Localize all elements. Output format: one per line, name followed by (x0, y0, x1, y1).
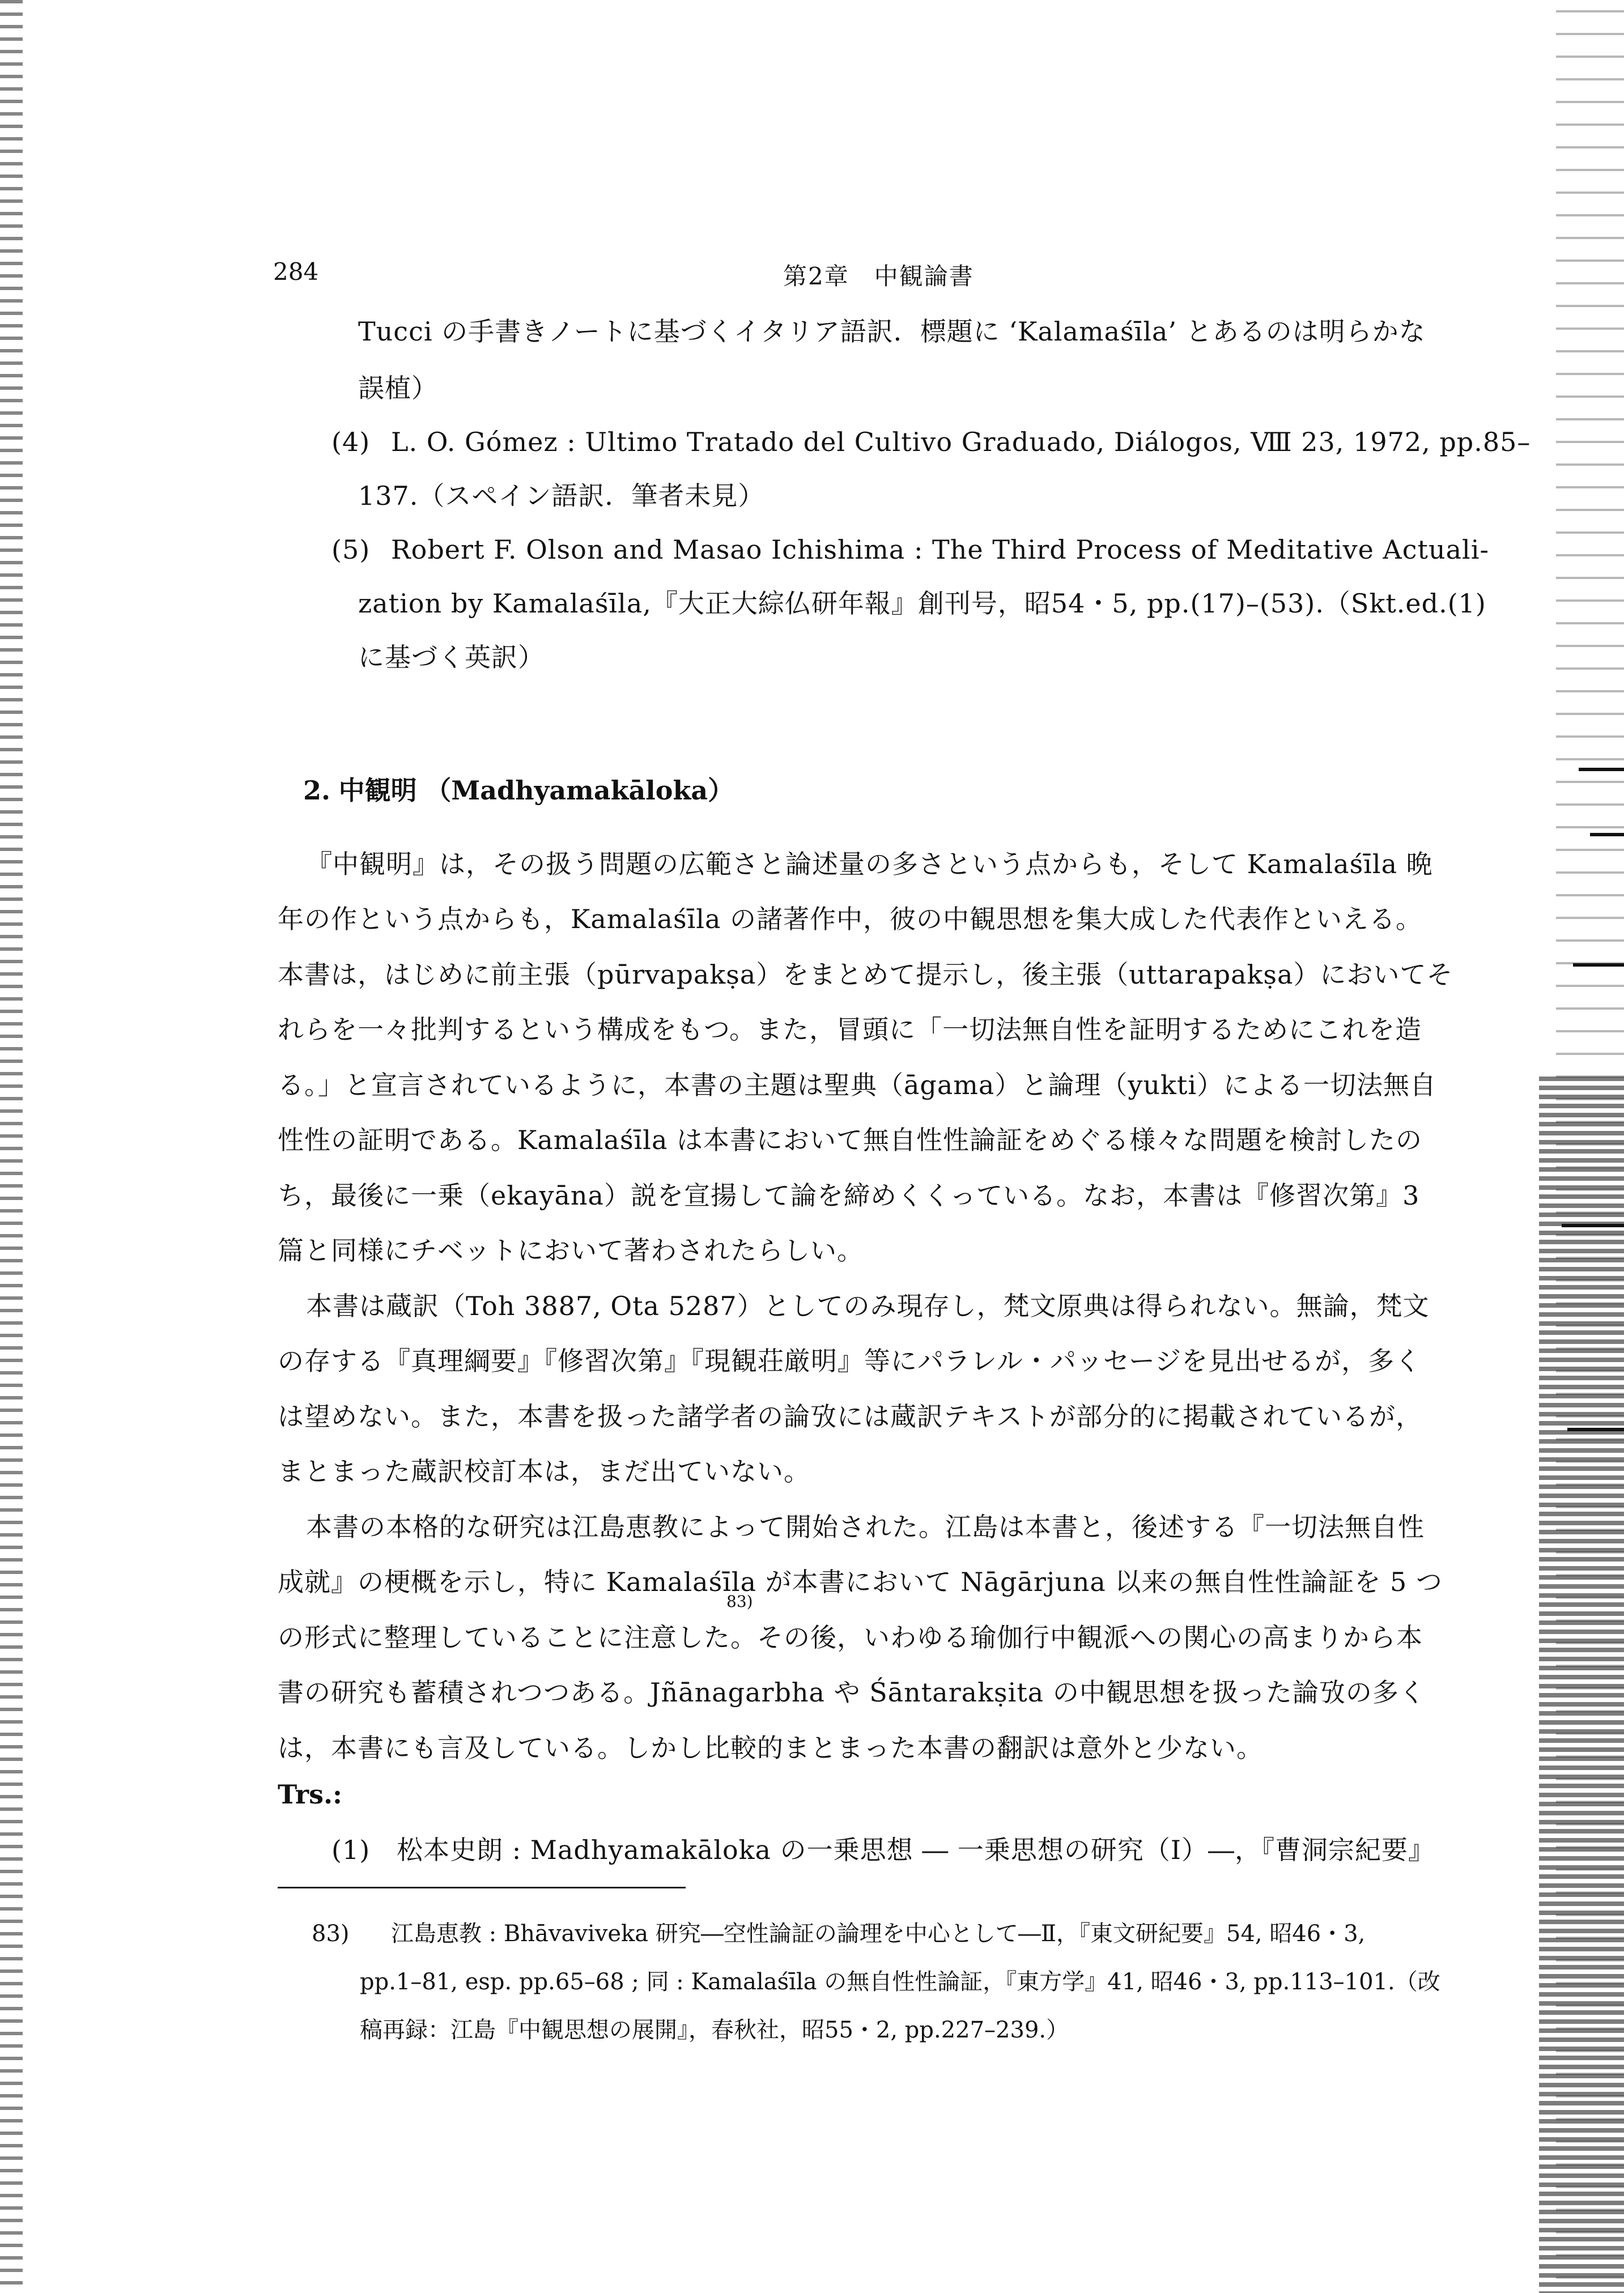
footnote-line: 稿再録：江島『中観思想の展開』，春秋社，昭55・2, pp.227–239.） (360, 2017, 1069, 2043)
ref-5-line: に基づく英訳） (358, 642, 545, 673)
footnote-marker: 83) (726, 1592, 753, 1611)
body-line: は，本書にも言及している。しかし比較的まとまった本書の翻訳は意外と少ない。 (278, 1733, 1263, 1763)
translation-item: (1) 松本史朗 : Madhyamakāloka の一乗思想 ― 一乗思想の研究（Ⅰ）―，『曹洞宗紀要』 (331, 1835, 1435, 1865)
body-line: 書の研究も蓄積されつつある。Jñānagarbha や Śāntarakṣita の中観思想を扱った論攷の多く (278, 1677, 1426, 1708)
body-line: 本書は蔵訳（Toh 3887, Ota 5287）としてのみ現存し，梵文原典は得られない。無論，梵文 (306, 1291, 1430, 1321)
scan-edge-left (0, 0, 23, 2293)
body-line: 本書の本格的な研究は江島恵教によって開始された。江島は本書と，後述する『一切法無自性 (306, 1512, 1425, 1542)
ref-4-line: 137.（スペイン語訳．筆者未見） (358, 480, 765, 511)
footnote-line: pp.1–81, esp. pp.65–68 ; 同 : Kamalaśīla の無自性性論証，『東方学』41, 昭46・3, pp.113–101.（改 (360, 1969, 1440, 1995)
section-title-jp: 中観明 (338, 775, 417, 806)
footnote-rule (278, 1887, 686, 1888)
page-number: 284 (273, 258, 319, 286)
body-line: 性性の証明である。Kamalaśīla は本書において無自性性論証をめぐる様々な問題を検討したの (278, 1125, 1423, 1155)
running-header (273, 258, 1350, 292)
ref-5-line: Robert F. Olson and Masao Ichishima : The Third Process of Meditative Actuali- (391, 534, 1489, 565)
body-line: る。」と宣言されているように，本書の主題は聖典（āgama）と論理（yukti）による一切法無自 (278, 1070, 1437, 1100)
running-title: 第2章 中観論書 (783, 262, 974, 290)
scan-mark (1567, 1428, 1624, 1431)
scan-mark (1590, 833, 1624, 836)
body-line: れらを一々批判するという構成をもつ。また，冒頭に「一切法無自性を証明するためにこれを造 (278, 1014, 1422, 1045)
ref-continuation-line: 誤植） (358, 373, 438, 403)
section-number: 2. (303, 775, 331, 806)
section-heading (303, 773, 734, 807)
body-line: は望めない。また，本書を扱った諸学者の論攷には蔵訳テキストが部分的に掲載されているが， (278, 1401, 1423, 1432)
scan-mark (1562, 1224, 1624, 1227)
body-line: の形式に整理していることに注意した。その後，いわゆる瑜伽行中観派への関心の高まりから本 (278, 1622, 1423, 1653)
body-line: まとまった蔵訳校訂本は，まだ出ていない。 (278, 1456, 810, 1487)
section-title-en: （Madhyamakāloka） (425, 775, 734, 806)
body-line: 成就』の梗概を示し，特に Kamalaśīla が本書において Nāgārjuna 以来の無自性性論証を 5 つ (278, 1567, 1443, 1597)
scan-mark (1573, 963, 1624, 967)
body-line: の存する『真理綱要』『修習次第』『現観荘厳明』等にパラレル・パッセージを見出せるが，多く (278, 1346, 1422, 1376)
scan-edge-right-dark (1539, 1077, 1624, 2293)
scan-mark (1579, 768, 1624, 771)
ref-4-line: L. O. Gómez : Ultimo Tratado del Cultivo Graduado, Diálogos, Ⅷ 23, 1972, pp.85– (391, 427, 1531, 457)
footnote-number: 83) (312, 1921, 350, 1947)
ref-continuation-line: Tucci の手書きノートに基づくイタリア語訳．標題に ‘Kalamaśīla’ とあるのは明らかな (358, 316, 1426, 347)
body-line: ち，最後に一乗（ekayāna）説を宣揚して論を締めくくっている。なお，本書は『修習次第』3 (278, 1180, 1420, 1211)
ref-number: (5) (331, 534, 371, 565)
footnote-line: 江島恵教 : Bhāvaviveka 研究―空性論証の論理を中心として―Ⅱ，『東文研紀要』54, 昭46・3, (391, 1921, 1366, 1947)
ref-5-line: zation by Kamalaśīla,『大正大綜仏研年報』創刊号，昭54・5, pp.(17)–(53).（Skt.ed.(1) (358, 588, 1486, 619)
body-line: 年の作という点からも，Kamalaśīla の諸著作中，彼の中観思想を集大成した代表作といえる。 (278, 904, 1423, 934)
body-line: 篇と同様にチベットにおいて著わされたらしい。 (278, 1235, 864, 1266)
translations-label: Trs.: (278, 1779, 343, 1810)
body-line: 『中観明』は，その扱う問題の広範さと論述量の多さという点からも，そして Kamalaśīla 晩 (306, 849, 1433, 879)
ref-number: (4) (331, 427, 371, 457)
body-line: 本書は，はじめに前主張（pūrvapakṣa）をまとめて提示し，後主張（uttarapakṣa）においてそ (278, 959, 1453, 990)
